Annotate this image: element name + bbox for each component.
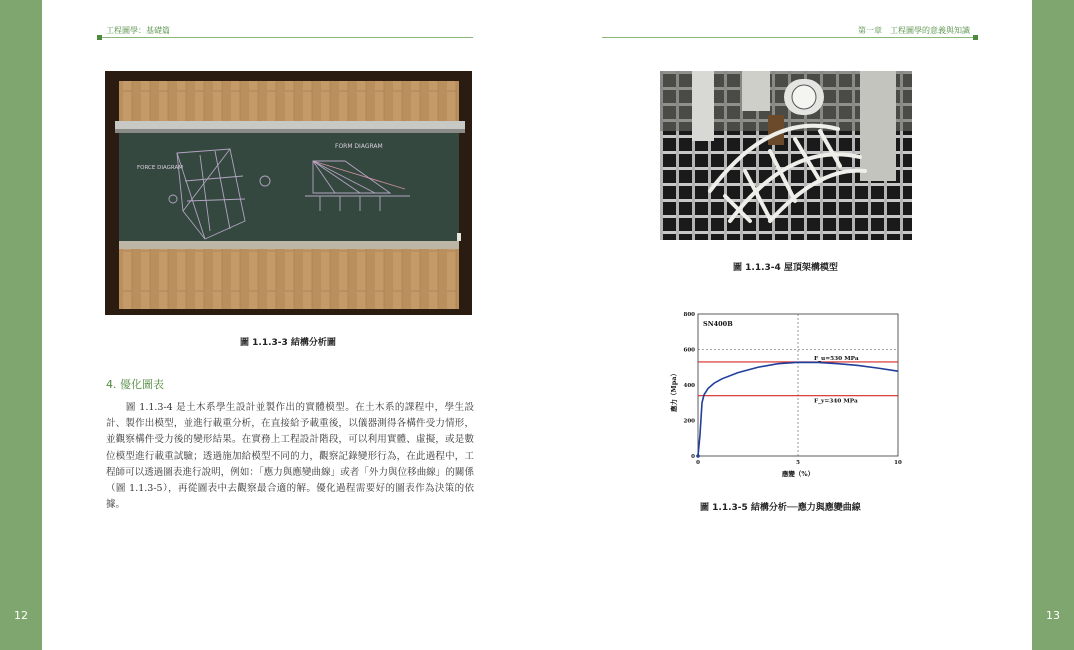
y-tick-label-2: 400: [683, 383, 695, 389]
left-header-rule: [102, 37, 473, 38]
reference-label-1: F_y=340 MPa: [814, 398, 858, 405]
left-margin-band: [0, 0, 42, 650]
figure-1-1-3-3-caption: 圖 1.1.3-3 結構分析圖: [240, 338, 336, 348]
right-header-marker: [973, 35, 978, 40]
right-running-header: 第一章 工程圖學的意義與知識: [858, 26, 970, 35]
figure-1-1-3-5-caption: 圖 1.1.3-5 結構分析──應力與應變曲線: [700, 503, 861, 513]
figure-1-1-3-4-caption: 圖 1.1.3-4 屋頂架構模型: [733, 263, 838, 273]
origin-marker: [696, 454, 700, 458]
stress-strain-chart: [662, 306, 908, 484]
body-paragraph: 圖 1.1.3-4 是土木系學生設計並製作出的實體模型。在土木系的課程中，學生設計、製作出模型，並進行載重分析，在直接給予載重後，以儀器測得各構件受力情形，並觀察構件受力後的變形結果。在實務上工程設計階段，可以利用實體、虛擬，或是數位模型進行載重試驗；透過施加給模型不同的力，觀察記錄變形行為，在此過程中，工程師可以透過圖表進行說明，例如：「應力與應變曲線」或者「外力與位移曲線」的關係（圖 1.1.3-5），再從圖表中去觀察最合適的解。優化過程需要好的圖表作為決策的依據。: [106, 402, 474, 511]
section-title: 4. 優化圖表: [106, 378, 164, 391]
blackboard-label-force: FORCE DIAGRAM: [137, 165, 183, 171]
x-axis-label: 應變（%）: [781, 470, 815, 478]
stress-strain-curve: [698, 362, 898, 456]
chart-svg: [662, 306, 908, 484]
x-tick-label-1: 5: [796, 460, 800, 466]
x-tick-label-0: 0: [696, 460, 700, 466]
blackboard-photo: [105, 71, 472, 315]
y-tick-label-4: 800: [683, 312, 695, 318]
left-running-header: 工程圖學：基礎篇: [106, 26, 170, 35]
right-margin-band: [1032, 0, 1074, 650]
y-tick-label-3: 600: [683, 347, 695, 354]
right-header-rule: [602, 37, 973, 38]
blackboard-label-form: FORM DIAGRAM: [335, 143, 383, 150]
left-page-number: 12: [14, 609, 28, 622]
reference-label-0: F_u=530 MPa: [814, 355, 859, 362]
x-tick-label-2: 10: [894, 460, 902, 466]
y-tick-label-1: 200: [683, 418, 695, 425]
chart-title: SN400B: [703, 320, 733, 328]
y-axis-label: 應力（Mpa）: [670, 370, 678, 412]
truss-model-photo: [660, 71, 912, 240]
y-tick-label-0: 0: [691, 454, 695, 460]
right-page-number: 13: [1046, 609, 1060, 622]
